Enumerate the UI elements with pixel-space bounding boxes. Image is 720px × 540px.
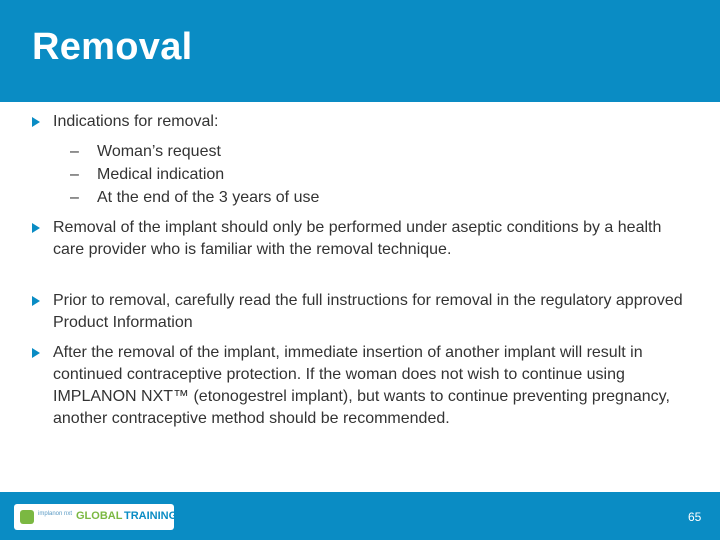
page-number: 65 [688,510,702,524]
arrow-bullet-icon [32,348,40,358]
bullet-text: Indications for removal: [53,113,219,130]
bullet-text: After the removal of the implant, immediate insertion of another implant will result in continued contraceptive protection. If the woman does not wish to continue using IMPLANON NXT™ (etonogestrel implant), but wants to continue preventing pregnancy, another contraceptive method should be recommended. [53,344,670,427]
bullet-text: Removal of the implant should only be performed under aseptic conditions by a health care provider who is familiar with the removal technique. [53,219,662,258]
sub-bullet-text: At the end of the 3 years of use [97,189,320,206]
sub-bullet-text: Woman’s request [97,143,221,160]
logo-global-text: GLOBAL [76,510,123,522]
sub-bullet-text: Medical indication [97,166,225,183]
slide-title: Removal [32,26,193,68]
arrow-bullet-icon [32,296,40,306]
header-bar [0,0,720,102]
global-training-logo [14,504,178,530]
dash-marker: – [70,143,79,160]
logo-mark-icon [20,510,34,524]
arrow-bullet-icon [32,117,40,127]
bullet-text: Prior to removal, carefully read the full instructions for removal in the regulatory approved Product Information [53,292,683,331]
logo-training-text: TRAINING [124,510,178,522]
dash-marker: – [70,166,79,183]
logo-small-text: implanon nxt [38,511,73,517]
arrow-bullet-icon [32,223,40,233]
dash-marker: – [70,189,79,206]
